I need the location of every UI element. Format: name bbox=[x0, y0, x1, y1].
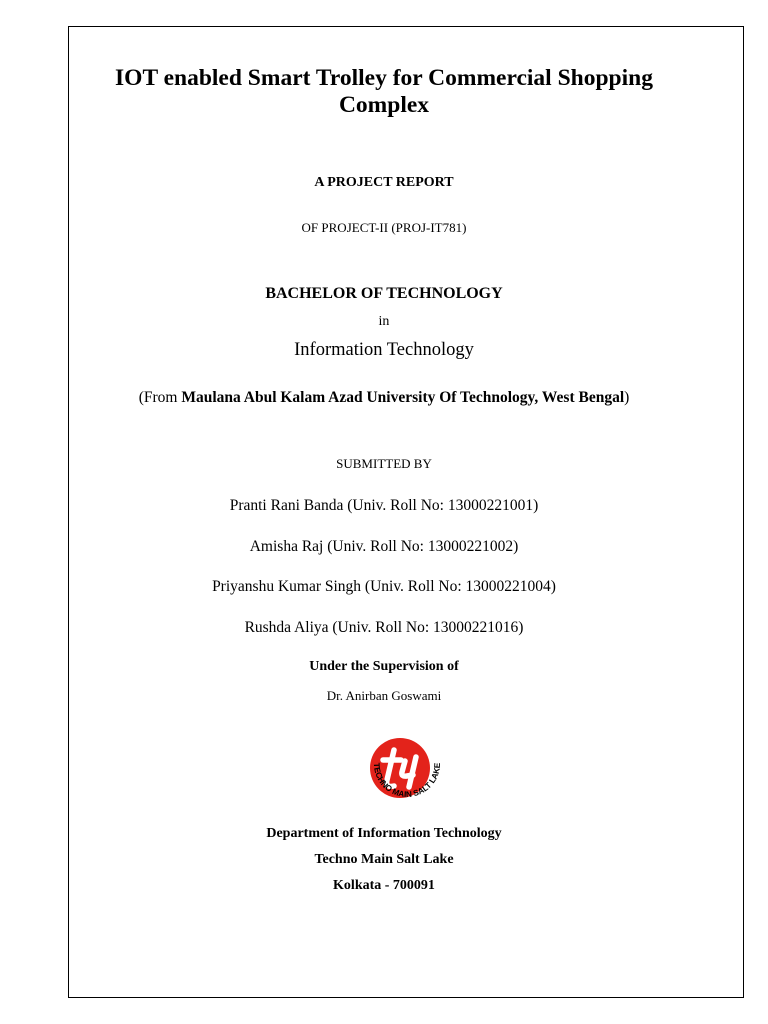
university-name: Maulana Abul Kalam Azad University Of Technology, West Bengal bbox=[181, 389, 625, 406]
techno-main-salt-lake-logo-icon bbox=[361, 737, 449, 811]
department-name: Department of Information Technology bbox=[266, 826, 502, 841]
team-member: Rushda Aliya (Univ. Roll No: 13000221016) bbox=[244, 619, 524, 636]
report-title-line-1: IOT enabled Smart Trolley for Commercial Shopping bbox=[115, 65, 653, 91]
supervision-label: Under the Supervision of bbox=[309, 659, 459, 674]
branch-name: Information Technology bbox=[294, 340, 474, 360]
in-word: in bbox=[378, 314, 390, 329]
degree-name: BACHELOR OF TECHNOLOGY bbox=[265, 285, 503, 302]
report-heading: A PROJECT REPORT bbox=[314, 175, 454, 190]
institute-city: Kolkata - 700091 bbox=[333, 878, 435, 893]
team-member: Pranti Rani Banda (Univ. Roll No: 13000221001) bbox=[229, 497, 539, 514]
supervisor-name: Dr. Anirban Goswami bbox=[326, 688, 442, 703]
project-code-line: OF PROJECT-II (PROJ-IT781) bbox=[301, 220, 467, 235]
team-member: Amisha Raj (Univ. Roll No: 13000221002) bbox=[249, 538, 519, 555]
report-title-line-2: Complex bbox=[338, 92, 430, 118]
logo-text: TECHNO MAIN SALT LAKE bbox=[371, 762, 443, 800]
team-member: Priyanshu Kumar Singh (Univ. Roll No: 13000221004) bbox=[212, 578, 556, 595]
submitted-by-label: SUBMITTED BY bbox=[336, 456, 432, 471]
institute-name: Techno Main Salt Lake bbox=[314, 852, 454, 867]
university-prefix: (From bbox=[138, 389, 182, 406]
university-line bbox=[0, 389, 768, 407]
university-suffix: ) bbox=[624, 389, 630, 406]
